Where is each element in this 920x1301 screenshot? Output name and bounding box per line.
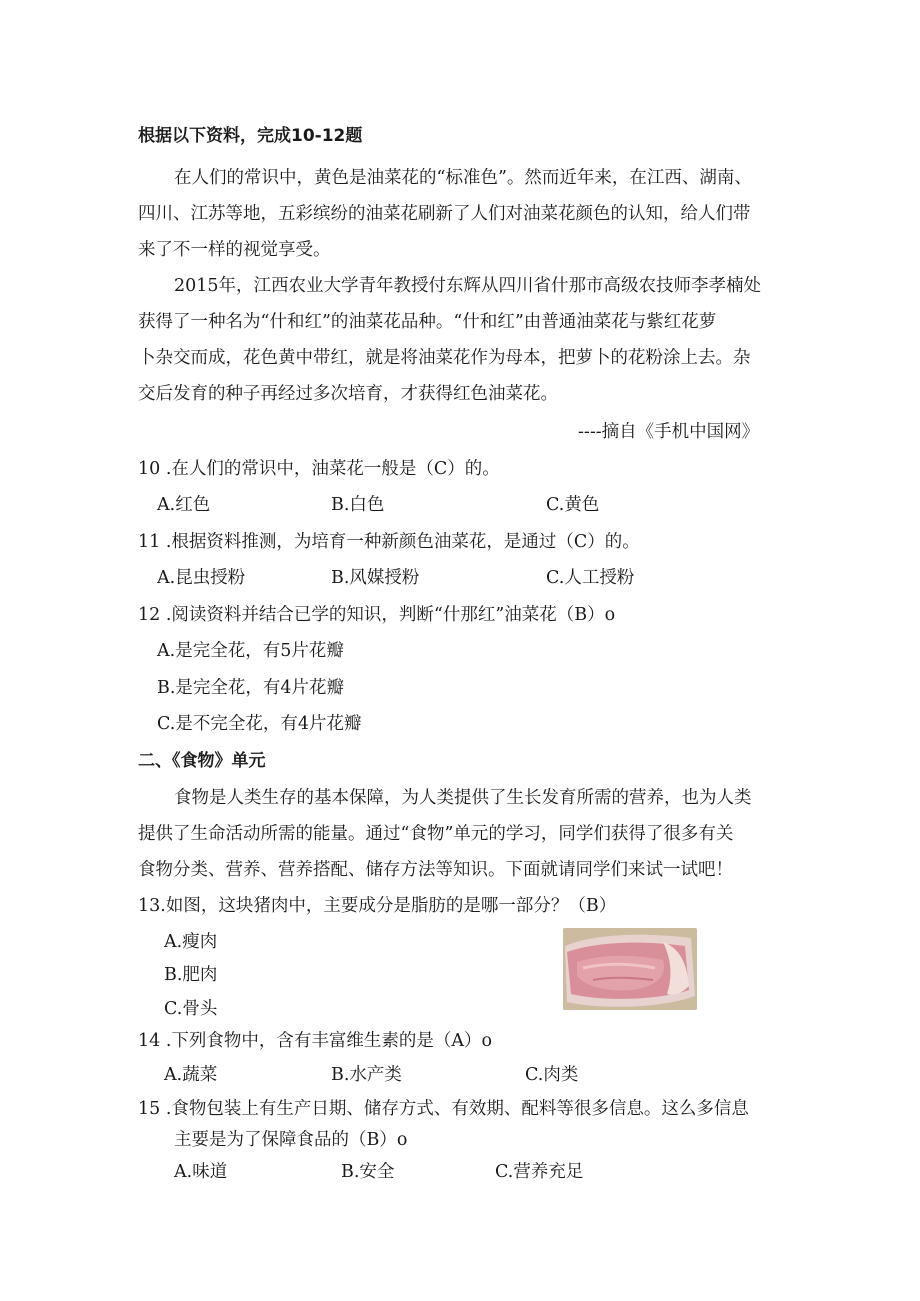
question-stem: 13.如图，这块猪肉中，主要成分是脂肪的是哪一部分？（B） xyxy=(138,896,617,916)
question-stem: 14 .下列食物中，含有丰富维生素的是（A）o xyxy=(138,1031,493,1051)
question-stem-continued: 主要是为了保障食品的（B）o xyxy=(174,1130,408,1150)
section-intro: 根据以下资料，完成10-12题 xyxy=(138,126,363,146)
question-stem: 11 .根据资料推测，为培育一种新颜色油菜花，是通过（C）的。 xyxy=(138,532,640,552)
option-a: A.瘦肉 xyxy=(164,932,218,952)
option-a: A.是完全花，有5片花瓣 xyxy=(157,641,344,661)
option-a: A.昆虫授粉 xyxy=(157,568,246,588)
pork-photo xyxy=(563,928,697,1010)
passage-line: 来了不一样的视觉享受。 xyxy=(138,240,331,260)
option-b: B.水产类 xyxy=(331,1065,402,1085)
pork-illustration xyxy=(563,928,697,1010)
question-stem: 10 .在人们的常识中，油菜花一般是（C）的。 xyxy=(138,459,500,479)
option-c: C.营养充足 xyxy=(495,1162,584,1182)
intro-line: 提供了生命活动所需的能量。通过“食物”单元的学习，同学们获得了很多有关 xyxy=(138,824,734,844)
intro-line: 食物分类、营养、营养搭配、储存方法等知识。下面就请同学们来试一试吧！ xyxy=(138,860,733,880)
passage-line: 获得了一种名为“什和红”的油菜花品种。“什和红”由普通油菜花与紫红花萝 xyxy=(138,312,717,332)
passage-line: 2015年，江西农业大学青年教授付东辉从四川省什那市高级农技师李孝楠处 xyxy=(174,276,762,296)
intro-line: 食物是人类生存的基本保障，为人类提供了生长发育所需的营养，也为人类 xyxy=(174,788,752,808)
question-stem: 12 .阅读资料并结合已学的知识，判断“什那红”油菜花（B）o xyxy=(138,605,616,625)
option-c: C.是不完全花，有4片花瓣 xyxy=(157,714,362,734)
option-b: B.风媒授粉 xyxy=(331,568,420,588)
option-c: C.肉类 xyxy=(525,1065,579,1085)
option-b: B.是完全花，有4片花瓣 xyxy=(157,678,345,698)
option-c: C.黄色 xyxy=(546,495,600,515)
option-b: B.白色 xyxy=(331,495,385,515)
section-2-title: 二、《食物》单元 xyxy=(138,751,266,771)
passage-line: 四川、江苏等地，五彩缤纷的油菜花刷新了人们对油菜花颜色的认知，给人们带 xyxy=(138,204,751,224)
option-c: C.骨头 xyxy=(164,999,218,1019)
option-a: A.红色 xyxy=(157,495,211,515)
option-c: C.人工授粉 xyxy=(546,568,635,588)
source-citation: ----摘自《手机中国网》 xyxy=(578,422,760,442)
option-b: B.安全 xyxy=(341,1162,395,1182)
option-a: A.味道 xyxy=(174,1162,228,1182)
passage-line: 卜杂交而成，花色黄中带红，就是将油菜花作为母本，把萝卜的花粉涂上去。杂 xyxy=(138,348,751,368)
option-b: B.肥肉 xyxy=(164,965,218,985)
passage-line: 在人们的常识中，黄色是油菜花的“标准色”。然而近年来，在江西、湖南、 xyxy=(174,168,752,188)
passage-line: 交后发育的种子再经过多次培育，才获得红色油菜花。 xyxy=(138,384,558,404)
option-a: A.蔬菜 xyxy=(164,1065,218,1085)
question-stem: 15 .食物包装上有生产日期、储存方式、有效期、配料等很多信息。这么多信息 xyxy=(138,1099,749,1119)
